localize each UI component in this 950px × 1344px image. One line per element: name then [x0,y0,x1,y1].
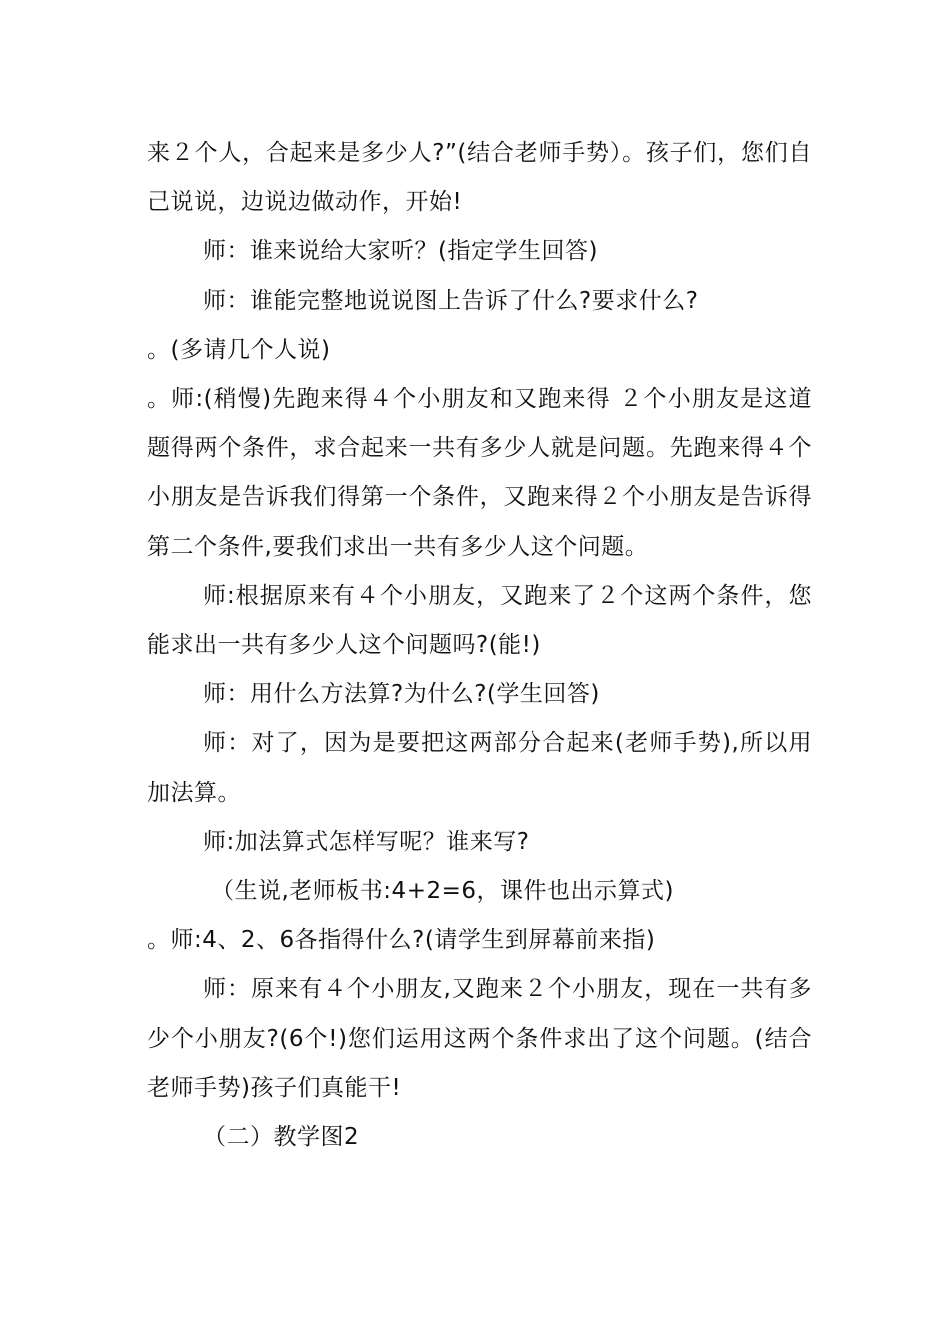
paragraph: 师:加法算式怎样写呢？谁来写? [203,828,530,855]
paragraph: 师：用什么方法算?为什么?(学生回答) [203,681,600,708]
paragraph: 师：对了，因为是要把这两部分合起来(老师手势),所以用加法算。 [147,730,812,806]
paragraph: 师：谁能完整地说说图上告诉了什么?要求什么? [203,287,699,314]
paragraph: （生说,老师板书:4+2=6，课件也出示算式) [211,878,674,905]
paragraph: 。师:4、2、6各指得什么?(请学生到屏幕前来指) [147,927,656,954]
paragraph: 师:根据原来有４个小朋友，又跑来了２个这两个条件，您能求出一共有多少人这个问题吗?(能!) [147,582,812,659]
paragraph: 。师:(稍慢)先跑来得４个小朋友和又跑来得 ２个小朋友是这道题得两个条件，求合起来一共有多少人就是问题。先跑来得４个小朋友是告诉我们得第一个条件，又跑来得２个小朋友是告诉得第二个条件,要我们求出一共有多少人这个问题。 [147,386,812,560]
section-heading: （二）教学图2 [203,1124,360,1151]
paragraph: 。(多请几个人说) [147,336,331,363]
body-text [147,129,812,1162]
paragraph: 师：谁来说给大家听？(指定学生回答) [203,238,598,265]
paragraph: 师：原来有４个小朋友,又跑来２个小朋友，现在一共有多少个小朋友?(6个!)您们运用这两个条件求出了这个问题。(结合老师手势)孩子们真能干! [147,976,812,1101]
paragraph: 来２个人，合起来是多少人?”(结合老师手势）。孩子们，您们自己说说，边说边做动作，开始! [147,140,812,216]
